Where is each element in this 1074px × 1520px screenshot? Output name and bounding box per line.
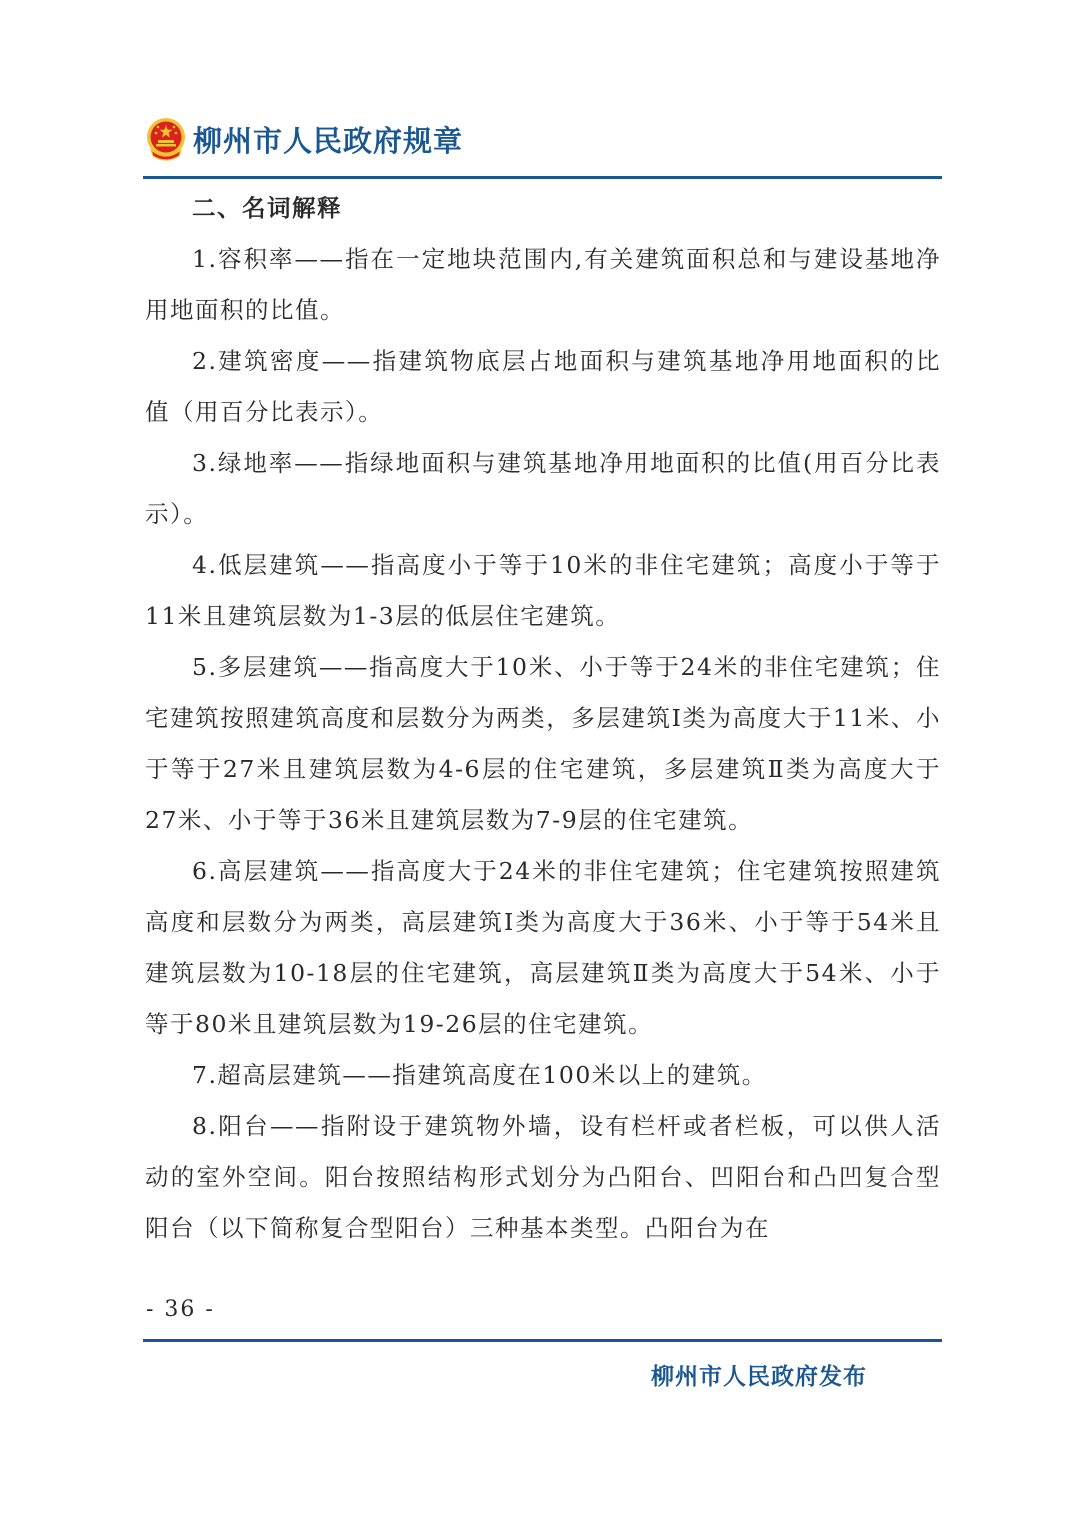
definition-paragraph: 7.超高层建筑——指建筑高度在100米以上的建筑。	[192, 1061, 767, 1089]
page-number: - 36 -	[146, 1297, 215, 1322]
definition-paragraph: 5.多层建筑——指高度大于10米、小于等于24米的非住宅建筑；住宅建筑按照建筑高度和层数分为两类，多层建筑Ⅰ类为高度大于11米、小于等于27米且建筑层数为4-6层的住宅建筑，多层建筑Ⅱ类为高度大于27米、小于等于36米且建筑层数为7-9层的住宅建筑。	[145, 653, 941, 834]
definition-paragraph: 2.建筑密度——指建筑物底层占地面积与建筑基地净用地面积的比值（用百分比表示）。	[145, 347, 941, 426]
header-title: 柳州市人民政府规章	[193, 123, 464, 158]
definition-paragraph: 1.容积率——指在一定地块范围内,有关建筑面积总和与建设基地净用地面积的比值。	[145, 245, 941, 324]
document-body	[145, 183, 941, 1254]
page-header	[145, 112, 463, 166]
section-heading: 二、名词解释	[192, 194, 342, 222]
definition-paragraph: 4.低层建筑——指高度小于等于10米的非住宅建筑；高度小于等于11米且建筑层数为1-3层的低层住宅建筑。	[145, 551, 941, 630]
definition-paragraph: 3.绿地率——指绿地面积与建筑基地净用地面积的比值(用百分比表示）。	[145, 449, 941, 528]
definition-paragraph: 6.高层建筑——指高度大于24米的非住宅建筑；住宅建筑按照建筑高度和层数分为两类，高层建筑Ⅰ类为高度大于36米、小于等于54米且建筑层数为10-18层的住宅建筑，高层建筑Ⅱ类为高度大于54米、小于等于80米且建筑层数为19-26层的住宅建筑。	[145, 857, 941, 1038]
header-divider	[143, 176, 942, 179]
footer-divider	[143, 1339, 942, 1342]
definition-paragraph: 8.阳台——指附设于建筑物外墙，设有栏杆或者栏板，可以供人活动的室外空间。阳台按照结构形式划分为凸阳台、凹阳台和凸凹复合型阳台（以下简称复合型阳台）三种基本类型。凸阳台为在	[145, 1112, 941, 1242]
national-emblem-icon	[145, 116, 187, 162]
publisher-label: 柳州市人民政府发布	[651, 1364, 867, 1390]
